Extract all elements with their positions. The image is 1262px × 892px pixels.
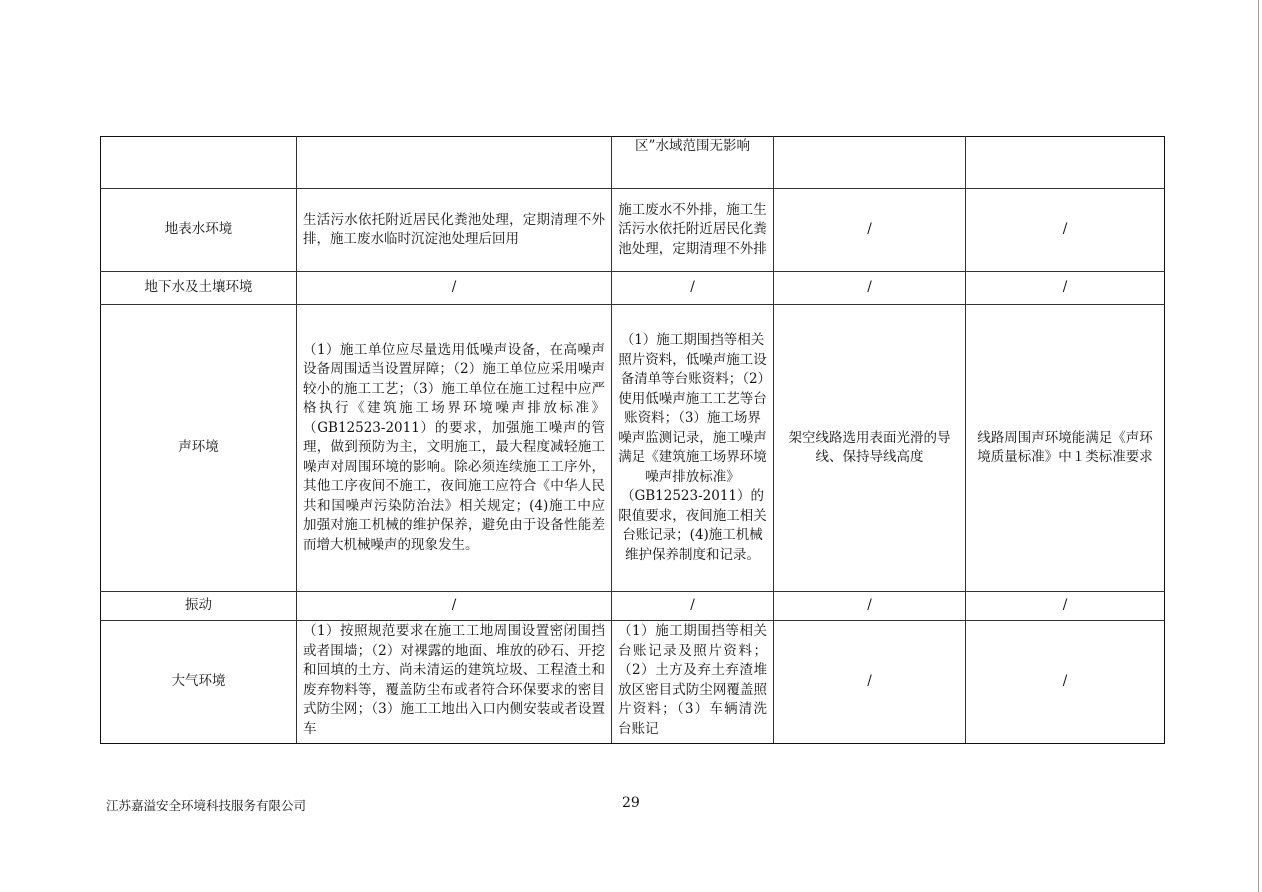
effect-cell: / (966, 272, 1165, 305)
operation-cell: / (774, 189, 966, 272)
effect-cell (966, 137, 1165, 189)
page-number: 29 (622, 795, 640, 811)
effect-cell: / (966, 592, 1165, 621)
operation-cell: / (774, 592, 966, 621)
records-cell: （1）施工期围挡等相关照片资料，低噪声施工设备清单等台账资料；（2）使用低噪声施工工艺等台账资料；（3）施工场界噪声监测记录，施工噪声满足《建筑施工场界环境噪声排放标准》（GB12523-2011）的限值要求，夜间施工相关台账记录；(4)施工机械维护保养制度和记录。 (612, 305, 774, 592)
measures-cell: / (297, 272, 612, 305)
factor-cell: 大气环境 (101, 621, 297, 744)
measures-cell: （1）施工单位应尽量选用低噪声设备，在高噪声设备周围适当设置屏障；（2）施工单位应采用噪声较小的施工工艺；（3）施工单位在施工过程中应严格执行《建筑施工场界环境噪声排放标准》（GB12523-2011）的要求，加强施工噪声的管理，做到预防为主，文明施工，最大程度减轻施工噪声对周围环境的影响。除必须连续施工工序外，其他工序夜间不施工，夜间施工应符合《中华人民共和国噪声污染防治法》相关规定；(4)施工中应加强对施工机械的维护保养，避免由于设备性能差而增大机械噪声的现象发生。 (297, 305, 612, 592)
records-text: （1）施工期围挡等相关台账记录及照片资料；（2）土方及弃土弃渣堆放区密目式防尘网覆盖照片资料；（3）车辆清洗台账记 (618, 623, 767, 737)
effect-cell: 线路周围声环境能满足《声环境质量标准》中１类标准要求 (966, 305, 1165, 592)
table-row (101, 305, 1165, 592)
table-row (101, 592, 1165, 621)
operation-cell (774, 137, 966, 189)
operation-cell: / (774, 272, 966, 305)
measures-cell: / (297, 592, 612, 621)
measures-cell: 生活污水依托附近居民化粪池处理，定期清理不外排，施工废水临时沉淀池处理后回用 (297, 189, 612, 272)
table-row (101, 272, 1165, 305)
table-row (101, 137, 1165, 189)
records-cell: 区”水域范围无影响 (612, 137, 774, 189)
effect-cell: / (966, 189, 1165, 272)
records-cell (612, 621, 774, 744)
records-cell: 施工废水不外排，施工生活污水依托附近居民化粪池处理，定期清理不外排 (612, 189, 774, 272)
operation-cell: / (774, 621, 966, 744)
factor-cell: 声环境 (101, 305, 297, 592)
factor-cell: 振动 (101, 592, 297, 621)
measures-text: （1）按照规范要求在施工工地周围设置密闭围挡或者围墙；（2）对裸露的地面、堆放的砂石、开挖和回填的土方、尚未清运的建筑垃圾、工程渣土和废弃物料等，覆盖防尘布或者符合环保要求的密目式防尘网；（3）施工工地出入口内侧安装或者设置车 (303, 623, 605, 737)
measures-cell (297, 621, 612, 744)
footer-company-name: 江苏嘉溢安全环境科技服务有限公司 (106, 798, 307, 813)
table-row (101, 621, 1165, 744)
table-row (101, 189, 1165, 272)
records-cell: / (612, 592, 774, 621)
environment-measures-table (100, 136, 1165, 744)
measures-cell (297, 137, 612, 189)
operation-cell: 架空线路选用表面光滑的导线、保持导线高度 (774, 305, 966, 592)
factor-cell: 地下水及土壤环境 (101, 272, 297, 305)
records-cell: / (612, 272, 774, 305)
effect-cell: / (966, 621, 1165, 744)
factor-cell: 地表水环境 (101, 189, 297, 272)
page-edge-line (1258, 0, 1259, 892)
factor-cell (101, 137, 297, 189)
